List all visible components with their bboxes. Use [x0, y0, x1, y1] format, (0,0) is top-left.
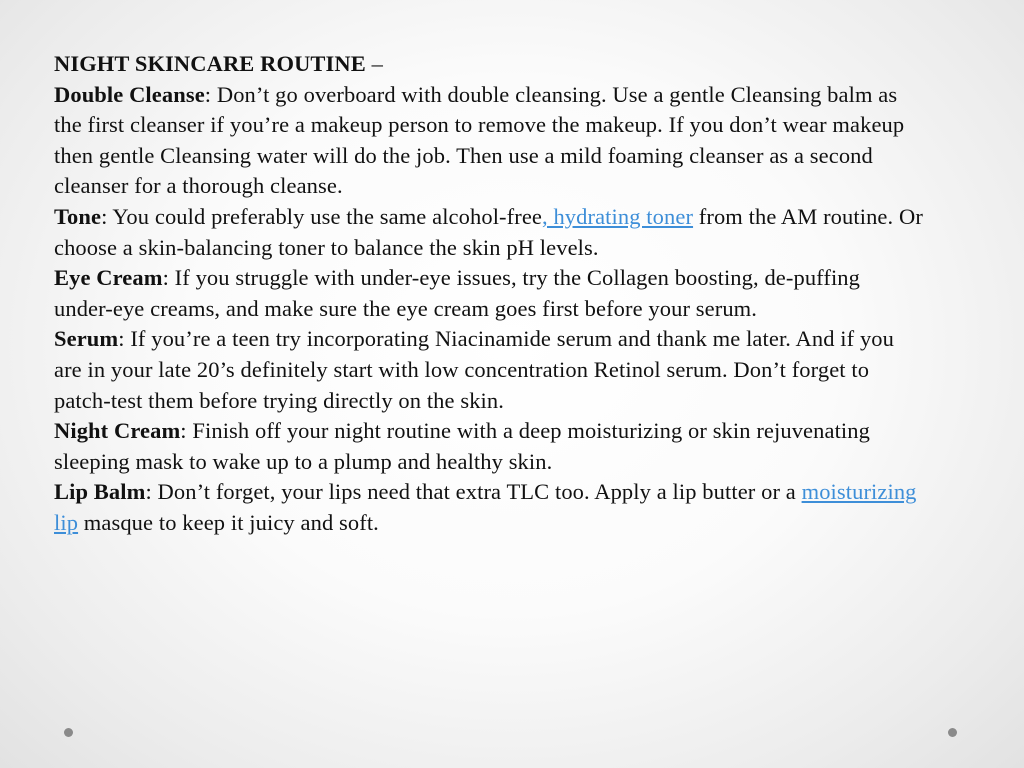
- text-tone-after: from the AM routine. Or choose a skin-balancing toner to balance the skin pH levels.: [54, 203, 923, 260]
- text-double-cleanse: : Don’t go overboard with double cleansing. Use a gentle Cleansing balm as the first cleanser if you’re a makeup person to remove the makeup. If you don’t wear makeup then gentle Cleansing water will do the job. Then use a mild foaming cleanser as a second cleanser for a thorough cleanse.: [54, 81, 905, 199]
- label-serum: Serum: [54, 326, 119, 352]
- slide-content: [54, 49, 924, 539]
- decorative-dot-right: [948, 728, 957, 737]
- paragraph-serum: [54, 324, 924, 416]
- label-tone: Tone: [54, 203, 102, 229]
- decorative-dot-left: [64, 728, 73, 737]
- paragraph-lip-balm: [54, 477, 924, 538]
- label-night-cream: Night Cream: [54, 418, 181, 444]
- paragraph-eye-cream: [54, 263, 924, 324]
- text-eye-cream: : If you struggle with under-eye issues, try the Collagen boosting, de-puffing under-eye creams, and make sure the eye cream goes first before your serum.: [54, 265, 861, 321]
- text-serum: : If you’re a teen try incorporating Niacinamide serum and thank me later. And if you are in your late 20’s definitely start with low concentration Retinol serum. Don’t forget to patch-test them before trying directly on the skin.: [54, 326, 895, 413]
- paragraph-night-cream: [54, 416, 924, 477]
- paragraph-tone: [54, 202, 924, 263]
- paragraph-double-cleanse: [54, 80, 924, 202]
- text-lip-balm-before: : Don’t forget, your lips need that extra TLC too. Apply a lip butter or a: [145, 479, 802, 505]
- text-night-cream: : Finish off your night routine with a deep moisturizing or skin rejuvenating sleeping mask to wake up to a plump and healthy skin.: [54, 418, 870, 474]
- text-lip-balm-after: masque to keep it juicy and soft.: [78, 509, 379, 535]
- hydrating-toner-link[interactable]: , hydrating toner: [542, 203, 694, 229]
- page-title: NIGHT SKINCARE ROUTINE: [54, 51, 366, 76]
- moisturizing-lip-link[interactable]: moisturizing lip: [54, 479, 917, 535]
- label-eye-cream: Eye Cream: [54, 265, 163, 291]
- text-tone-before: : You could preferably use the same alcohol-free: [101, 203, 542, 229]
- title-line: [54, 49, 924, 80]
- label-lip-balm: Lip Balm: [54, 479, 146, 505]
- label-double-cleanse: Double Cleanse: [54, 81, 205, 107]
- title-dash: –: [365, 51, 383, 76]
